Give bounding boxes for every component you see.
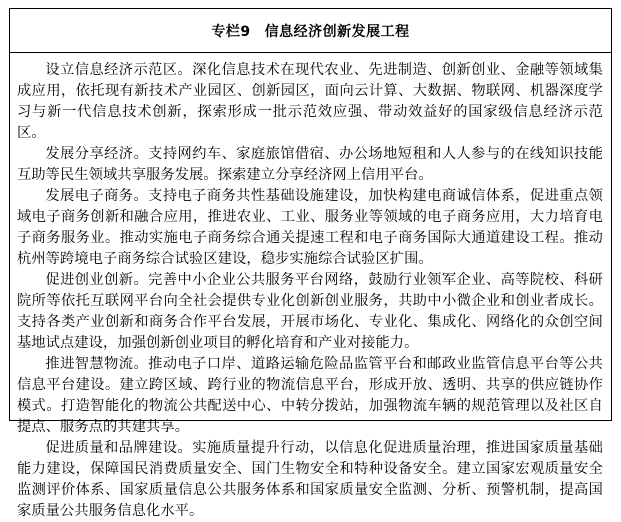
column-number: 专栏9	[211, 23, 251, 40]
box-header	[10, 9, 611, 53]
paragraph-sharing-economy: 发展分享经济。支持网约车、家庭旅馆借宿、办公场地短租和人人参与的在线知识技能互助等民生领域共享服务发展。探索建立分享经济网上信用平台。	[17, 146, 603, 183]
paragraph-smart-logistics: 推进智慧物流。推动电子口岸、道路运输危险品监管平台和邮政业监管信息平台等公共信息平台建设。建立跨区域、跨行业的物流信息平台，形成开放、透明、共享的供应链协作模式。打造智能化的物流公共配送中心、中转分拨站，加强物流车辆的规范管理以及社区自提点、服务点的共建共享。	[17, 356, 603, 435]
column-title: 信息经济创新发展工程	[264, 23, 410, 40]
paragraph-info-economy-zone: 设立信息经济示范区。深化信息技术在现代农业、先进制造、创新创业、金融等领域集成应用，依托现有新技术产业园区、创新园区，面向云计算、大数据、物联网、机器深度学习与新一代信息技术创新，探索形成一批示范效应强、带动效益好的国家级信息经济示范区。	[17, 62, 603, 141]
box-content	[10, 53, 611, 522]
paragraph-quality-brand: 促进质量和品牌建设。实施质量提升行动，以信息化促进质量治理，推进国家质量基础能力建设，保障国民消费质量安全、国门生物安全和特种设备安全。建立国家宏观质量安全监测评价体系、国家质量信息公共服务体系和国家质量安全监测、分析、预警机制，提高国家质量公共服务信息化水平。	[17, 440, 603, 519]
paragraph-e-commerce: 发展电子商务。支持电子商务共性基础设施建设，加快构建电商诚信体系，促进重点领域电子商务创新和融合应用，推进农业、工业、服务业等领域的电子商务应用，大力培育电子商务服务业。推动实施电子商务综合通关提速工程和电子商务国际大通道建设工程。推动杭州等跨境电子商务综合试验区建设，稳步实施综合试验区扩围。	[17, 188, 603, 267]
column-box	[9, 8, 612, 519]
paragraph-entrepreneurship: 促进创业创新。完善中小企业公共服务平台网络，鼓励行业领军企业、高等院校、科研院所等依托互联网平台向全社会提供专业化创新创业服务，共助中小微企业和创业者成长。支持各类产业创新和商务合作平台发展，开展市场化、专业化、集成化、网络化的众创空间基地试点建设，加强创新创业项目的孵化培育和产业对接能力。	[17, 272, 603, 351]
